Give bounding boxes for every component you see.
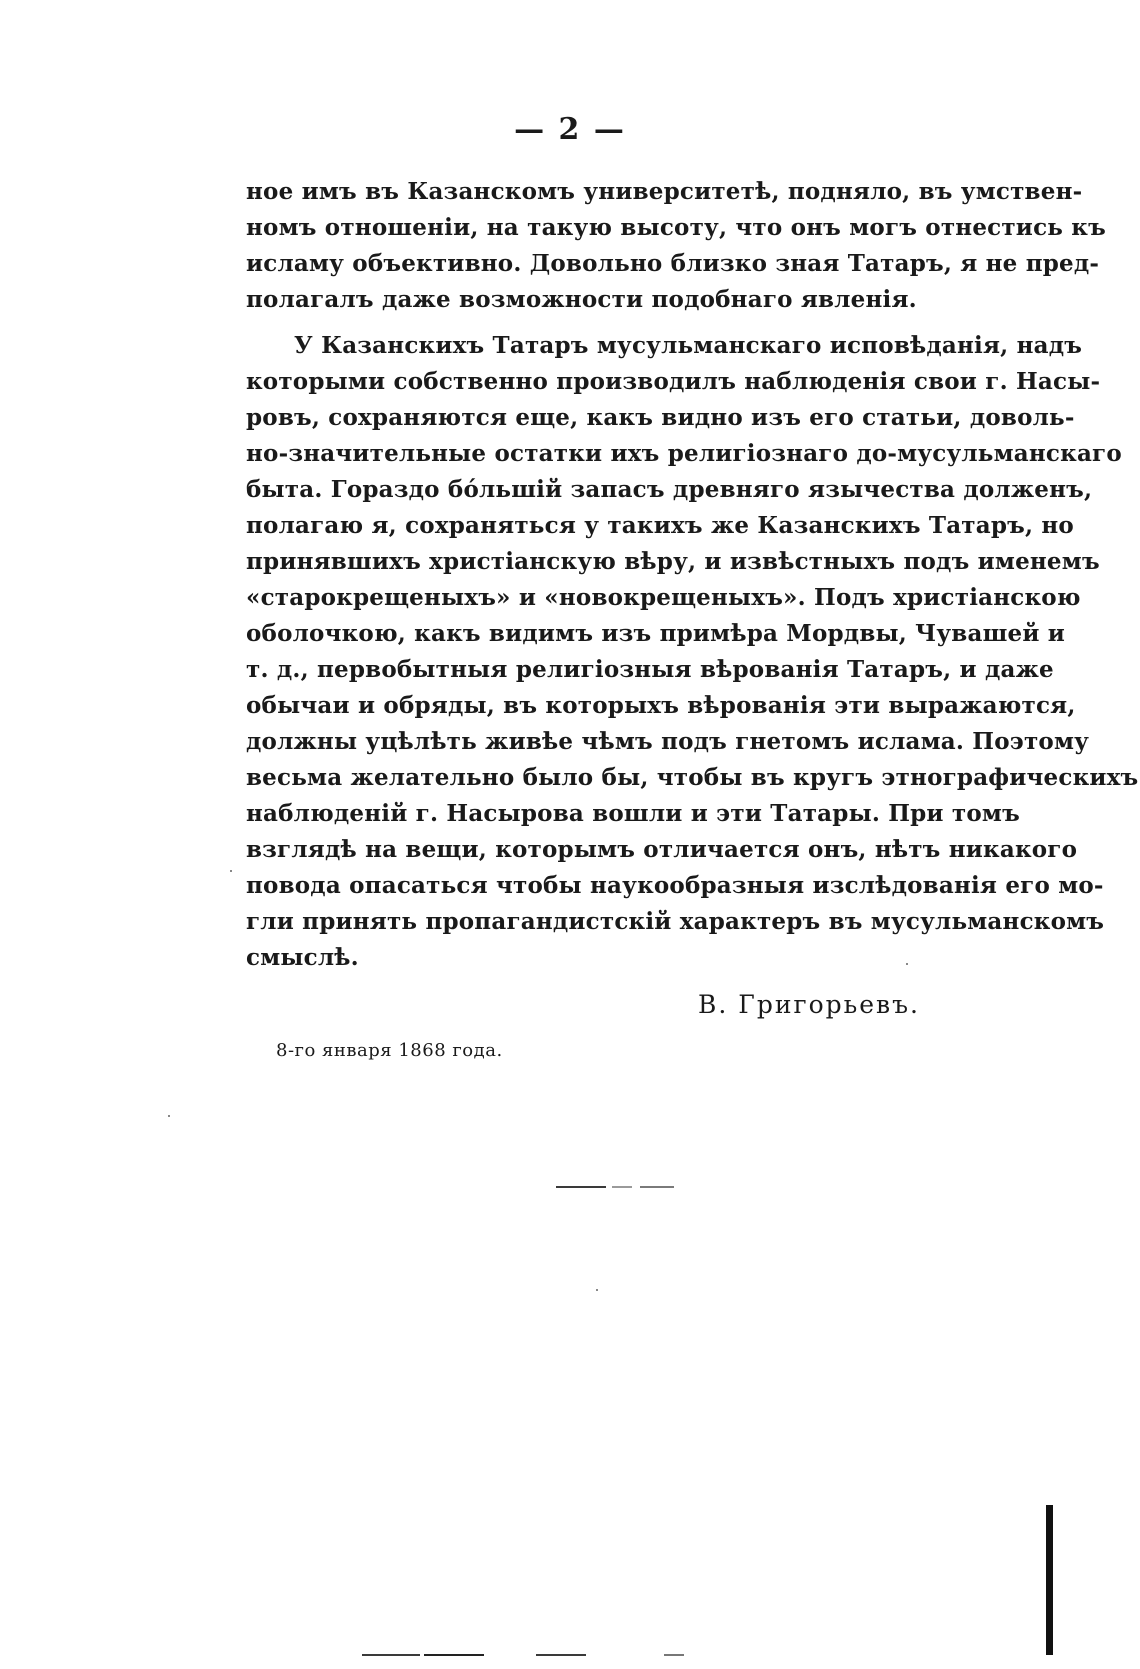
separator-rule (640, 1186, 674, 1188)
text-line: повода опасаться чтобы наукообразныя изслѣдованія его мо- (246, 872, 1104, 899)
separator-rule (556, 1186, 606, 1188)
scan-edge-bar (1046, 1505, 1053, 1655)
text-line: взглядѣ на вещи, которымъ отличается онъ, нѣтъ никакого (246, 836, 1078, 863)
scan-mark (536, 1654, 586, 1656)
body-text (246, 174, 1139, 976)
scan-mark (424, 1654, 484, 1656)
separator-rule (612, 1186, 632, 1188)
text-line: исламу объективно. Довольно близко зная Татаръ, я не пред- (246, 250, 1100, 277)
date-line: 8-го января 1868 года. (276, 1040, 503, 1061)
scan-speck (596, 1289, 598, 1291)
text-line: должны уцѣлѣть живѣе чѣмъ подъ гнетомъ ислама. Поэтому (246, 728, 1090, 755)
scan-mark (362, 1654, 420, 1656)
text-line: ное имъ въ Казанскомъ университетѣ, подняло, въ умствен- (246, 178, 1083, 205)
text-line: наблюденій г. Насырова вошли и эти Татары. При томъ (246, 800, 1020, 827)
text-line: полагаю я, сохраняться у такихъ же Казанскихъ Татаръ, но (246, 512, 1074, 539)
scan-speck (168, 1115, 170, 1117)
text-line: смыслѣ. (246, 944, 359, 971)
text-line: которыми собственно производилъ наблюденія свои г. Насы- (246, 368, 1101, 395)
text-line: оболочкою, какъ видимъ изъ примѣра Мордвы, Чувашей и (246, 620, 1066, 647)
paragraph-first-line: У Казанскихъ Татаръ мусульманскаго исповѣданія, надъ (294, 332, 1083, 359)
text-line: обычаи и обряды, въ которыхъ вѣрованія эти выражаются, (246, 692, 1076, 719)
scan-speck (230, 870, 232, 872)
text-line: гли принять пропагандистскій характеръ въ мусульманскомъ (246, 908, 1105, 935)
text-line: номъ отношеніи, на такую высоту, что онъ могъ отнестись къ (246, 214, 1106, 241)
text-line: но-значительные остатки ихъ религіознаго до-мусульманскаго (246, 440, 1122, 467)
text-line: ровъ, сохраняются еще, какъ видно изъ его статьи, доволь- (246, 404, 1075, 431)
author-signature: В. Григорьевъ. (698, 990, 920, 1019)
text-line: полагалъ даже возможности подобнаго явленія. (246, 286, 917, 313)
scan-speck (906, 963, 908, 965)
text-line: «старокрещеныхъ» и «новокрещеныхъ». Подъ христіанскою (246, 584, 1081, 611)
page-number: — 2 — (514, 112, 626, 147)
scan-mark (664, 1654, 684, 1656)
text-line: весьма желательно было бы, чтобы въ кругъ этнографическихъ (246, 764, 1139, 791)
text-line: т. д., первобытныя религіозныя вѣрованія Татаръ, и даже (246, 656, 1054, 683)
text-line: быта. Гораздо бо́льшій запасъ древняго язычества долженъ, (246, 476, 1093, 503)
text-line: принявшихъ христіанскую вѣру, и извѣстныхъ подъ именемъ (246, 548, 1100, 575)
